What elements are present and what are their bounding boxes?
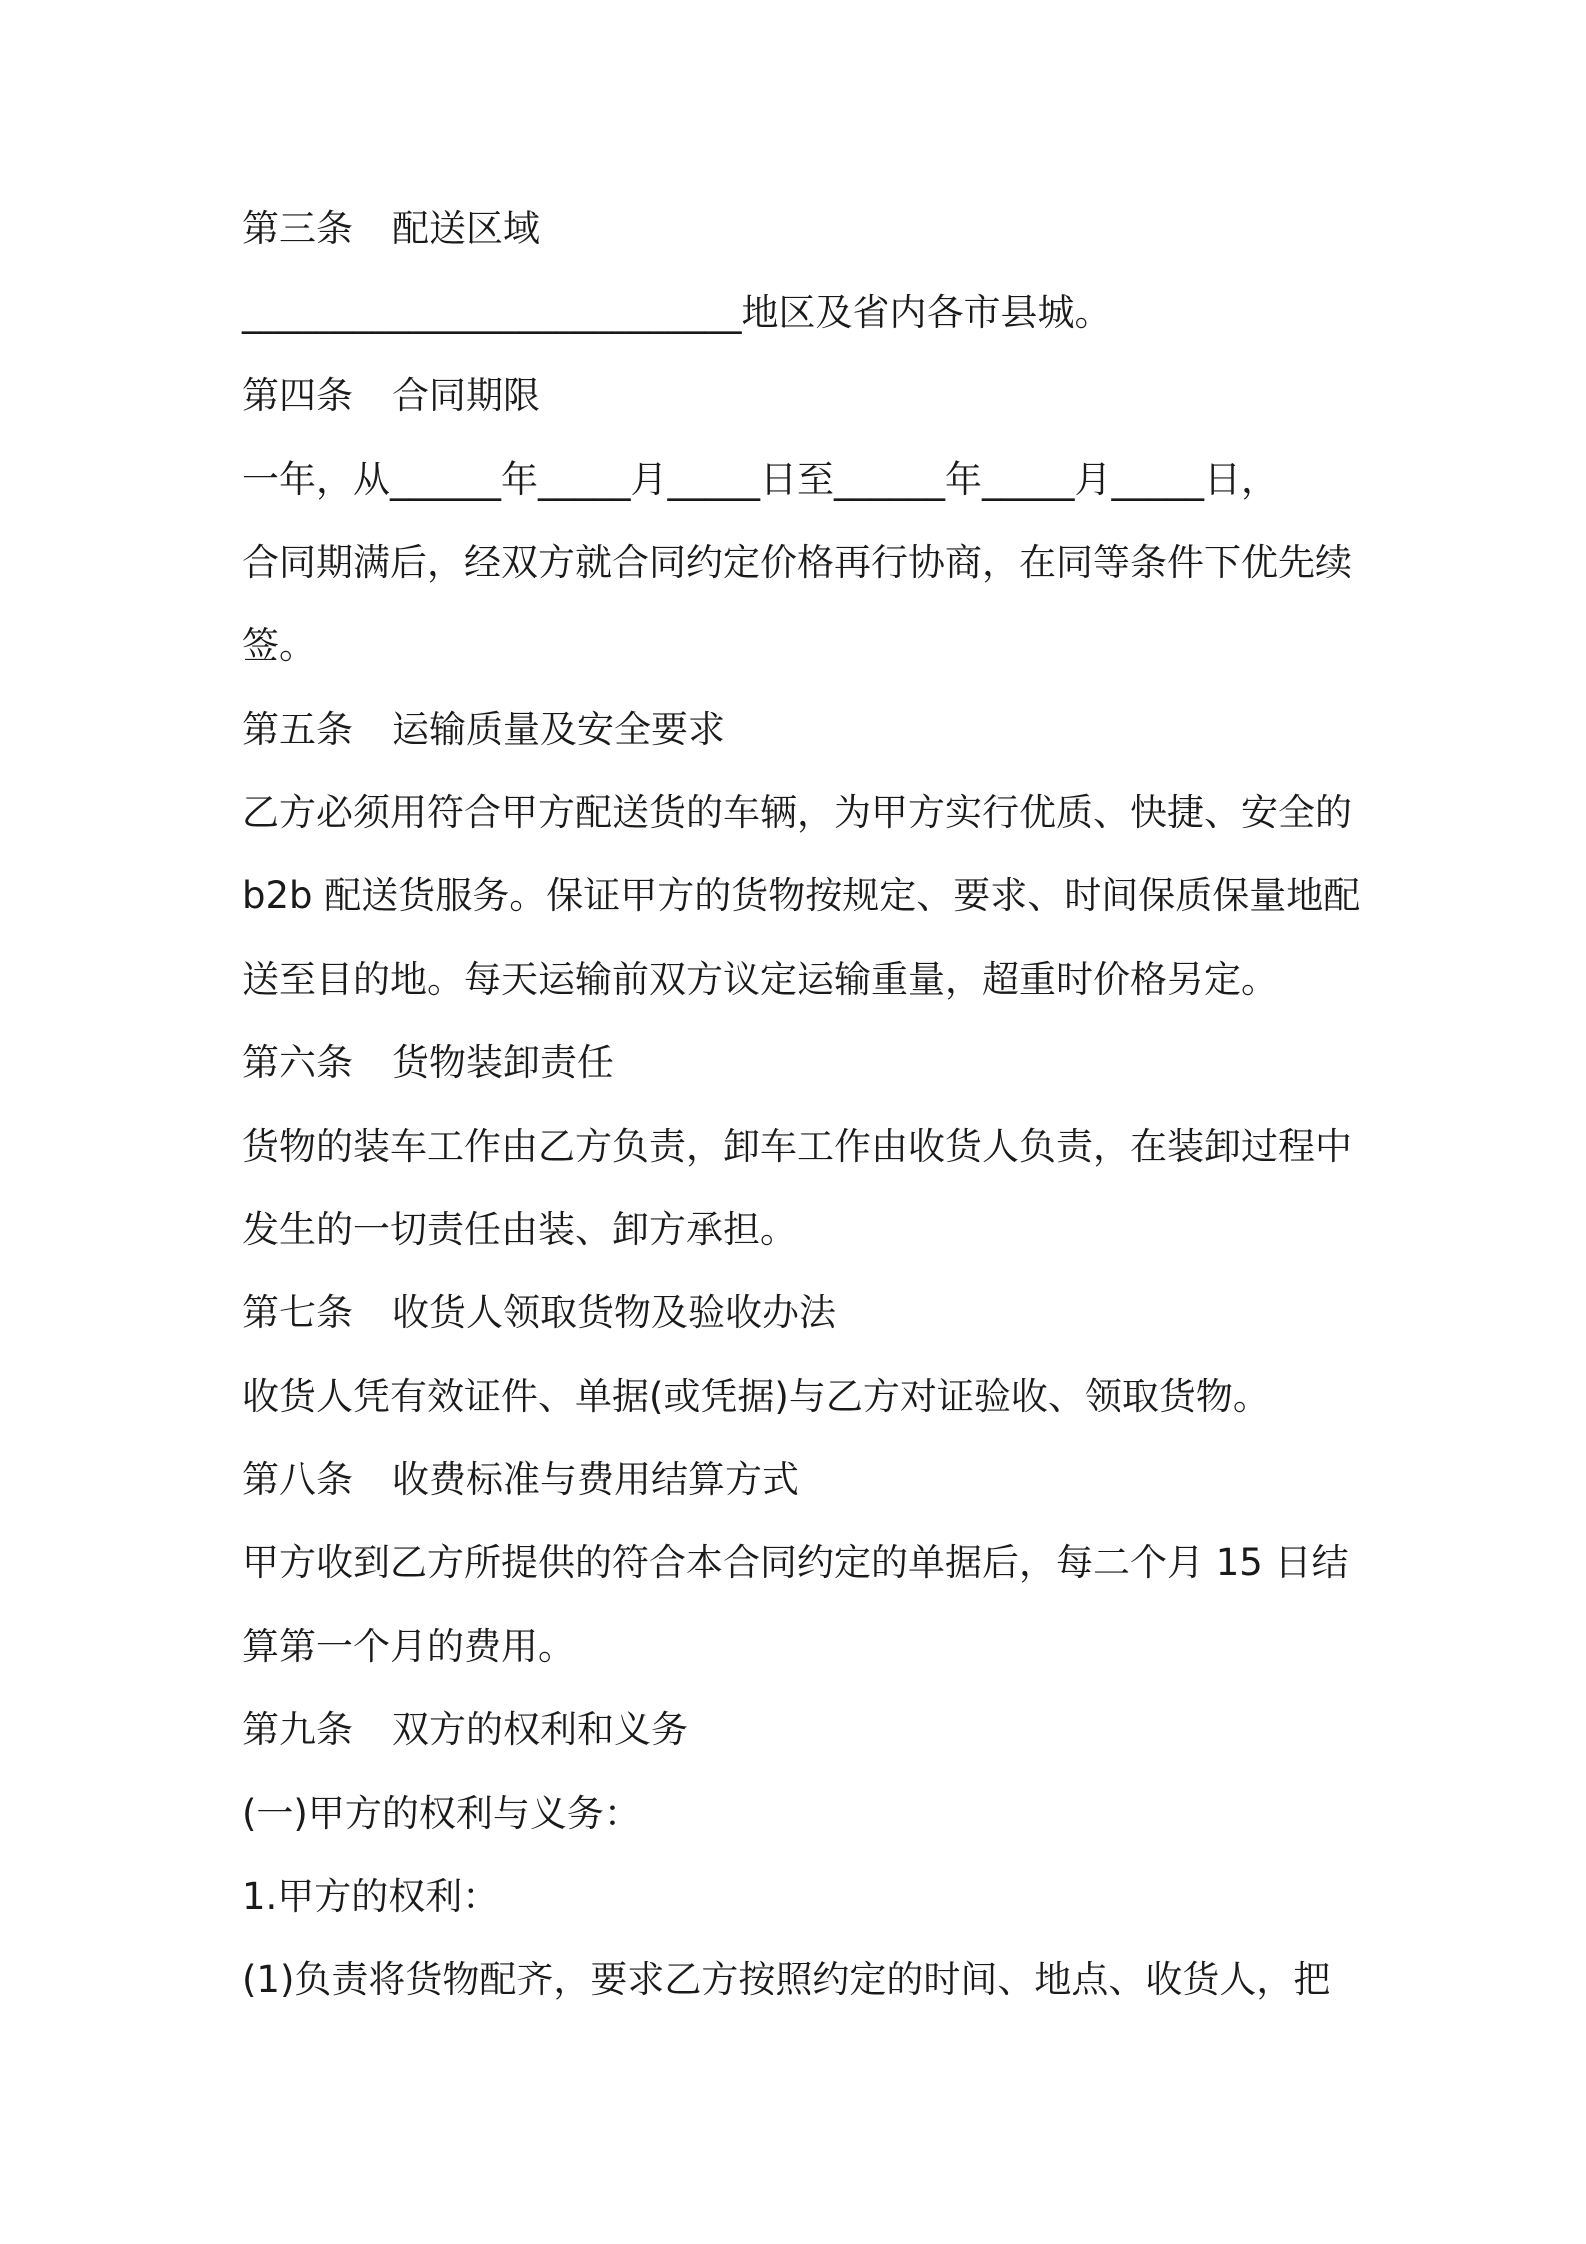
body-line: 甲方收到乙方所提供的符合本合同约定的单据后，每二个月 15 日结 [242,1541,1349,1584]
article-number: 第六条 [242,1041,353,1084]
article-9-heading [242,1707,1362,1753]
article-3-heading [242,206,1362,252]
article-number: 第八条 [242,1458,353,1501]
body-line: (一)甲方的权利与义务： [242,1792,641,1835]
article-8-heading [242,1457,1362,1503]
article-number: 第九条 [242,1708,353,1751]
body-line: 1.甲方的权利： [242,1875,500,1918]
article-6-heading [242,1040,1362,1086]
article-title: 运输质量及安全要求 [392,708,725,751]
article-number: 第七条 [242,1291,353,1334]
article-title: 配送区域 [392,207,540,250]
body-line: 一年，从______年_____月_____日至______年_____月_____日， [242,458,1278,501]
article-title: 合同期限 [392,374,540,417]
body-line: 收货人凭有效证件、单据(或凭据)与乙方对证验收、领取货物。 [242,1375,1270,1418]
article-title: 收费标准与费用结算方式 [392,1458,799,1501]
article-5-heading [242,707,1362,753]
article-7-heading [242,1290,1362,1336]
article-title: 双方的权利和义务 [392,1708,688,1751]
article-title: 收货人领取货物及验收办法 [392,1291,836,1334]
body-line: (1)负责将货物配齐，要求乙方按照约定的时间、地点、收货人，把 [242,1958,1331,2001]
article-number: 第三条 [242,207,353,250]
article-number: 第五条 [242,708,353,751]
body-line: 签。 [242,624,316,667]
article-title: 货物装卸责任 [392,1041,614,1084]
article-4-heading [242,373,1362,419]
body-line: 合同期满后，经双方就合同约定价格再行协商，在同等条件下优先续 [242,541,1352,584]
body-line: 货物的装车工作由乙方负责，卸车工作由收货人负责，在装卸过程中 [242,1125,1352,1168]
article-number: 第四条 [242,374,353,417]
body-line: 算第一个月的费用。 [242,1625,575,1668]
body-line: b2b 配送货服务。保证甲方的货物按规定、要求、时间保质保量地配 [242,874,1361,917]
body-line: 乙方必须用符合甲方配送货的车辆，为甲方实行优质、快捷、安全的 [242,791,1352,834]
body-line: 送至目的地。每天运输前双方议定运输重量，超重时价格另定。 [242,958,1278,1001]
body-line: 发生的一切责任由装、卸方承担。 [242,1208,797,1251]
body-line: ___________________________地区及省内各市县城。 [242,291,1112,334]
